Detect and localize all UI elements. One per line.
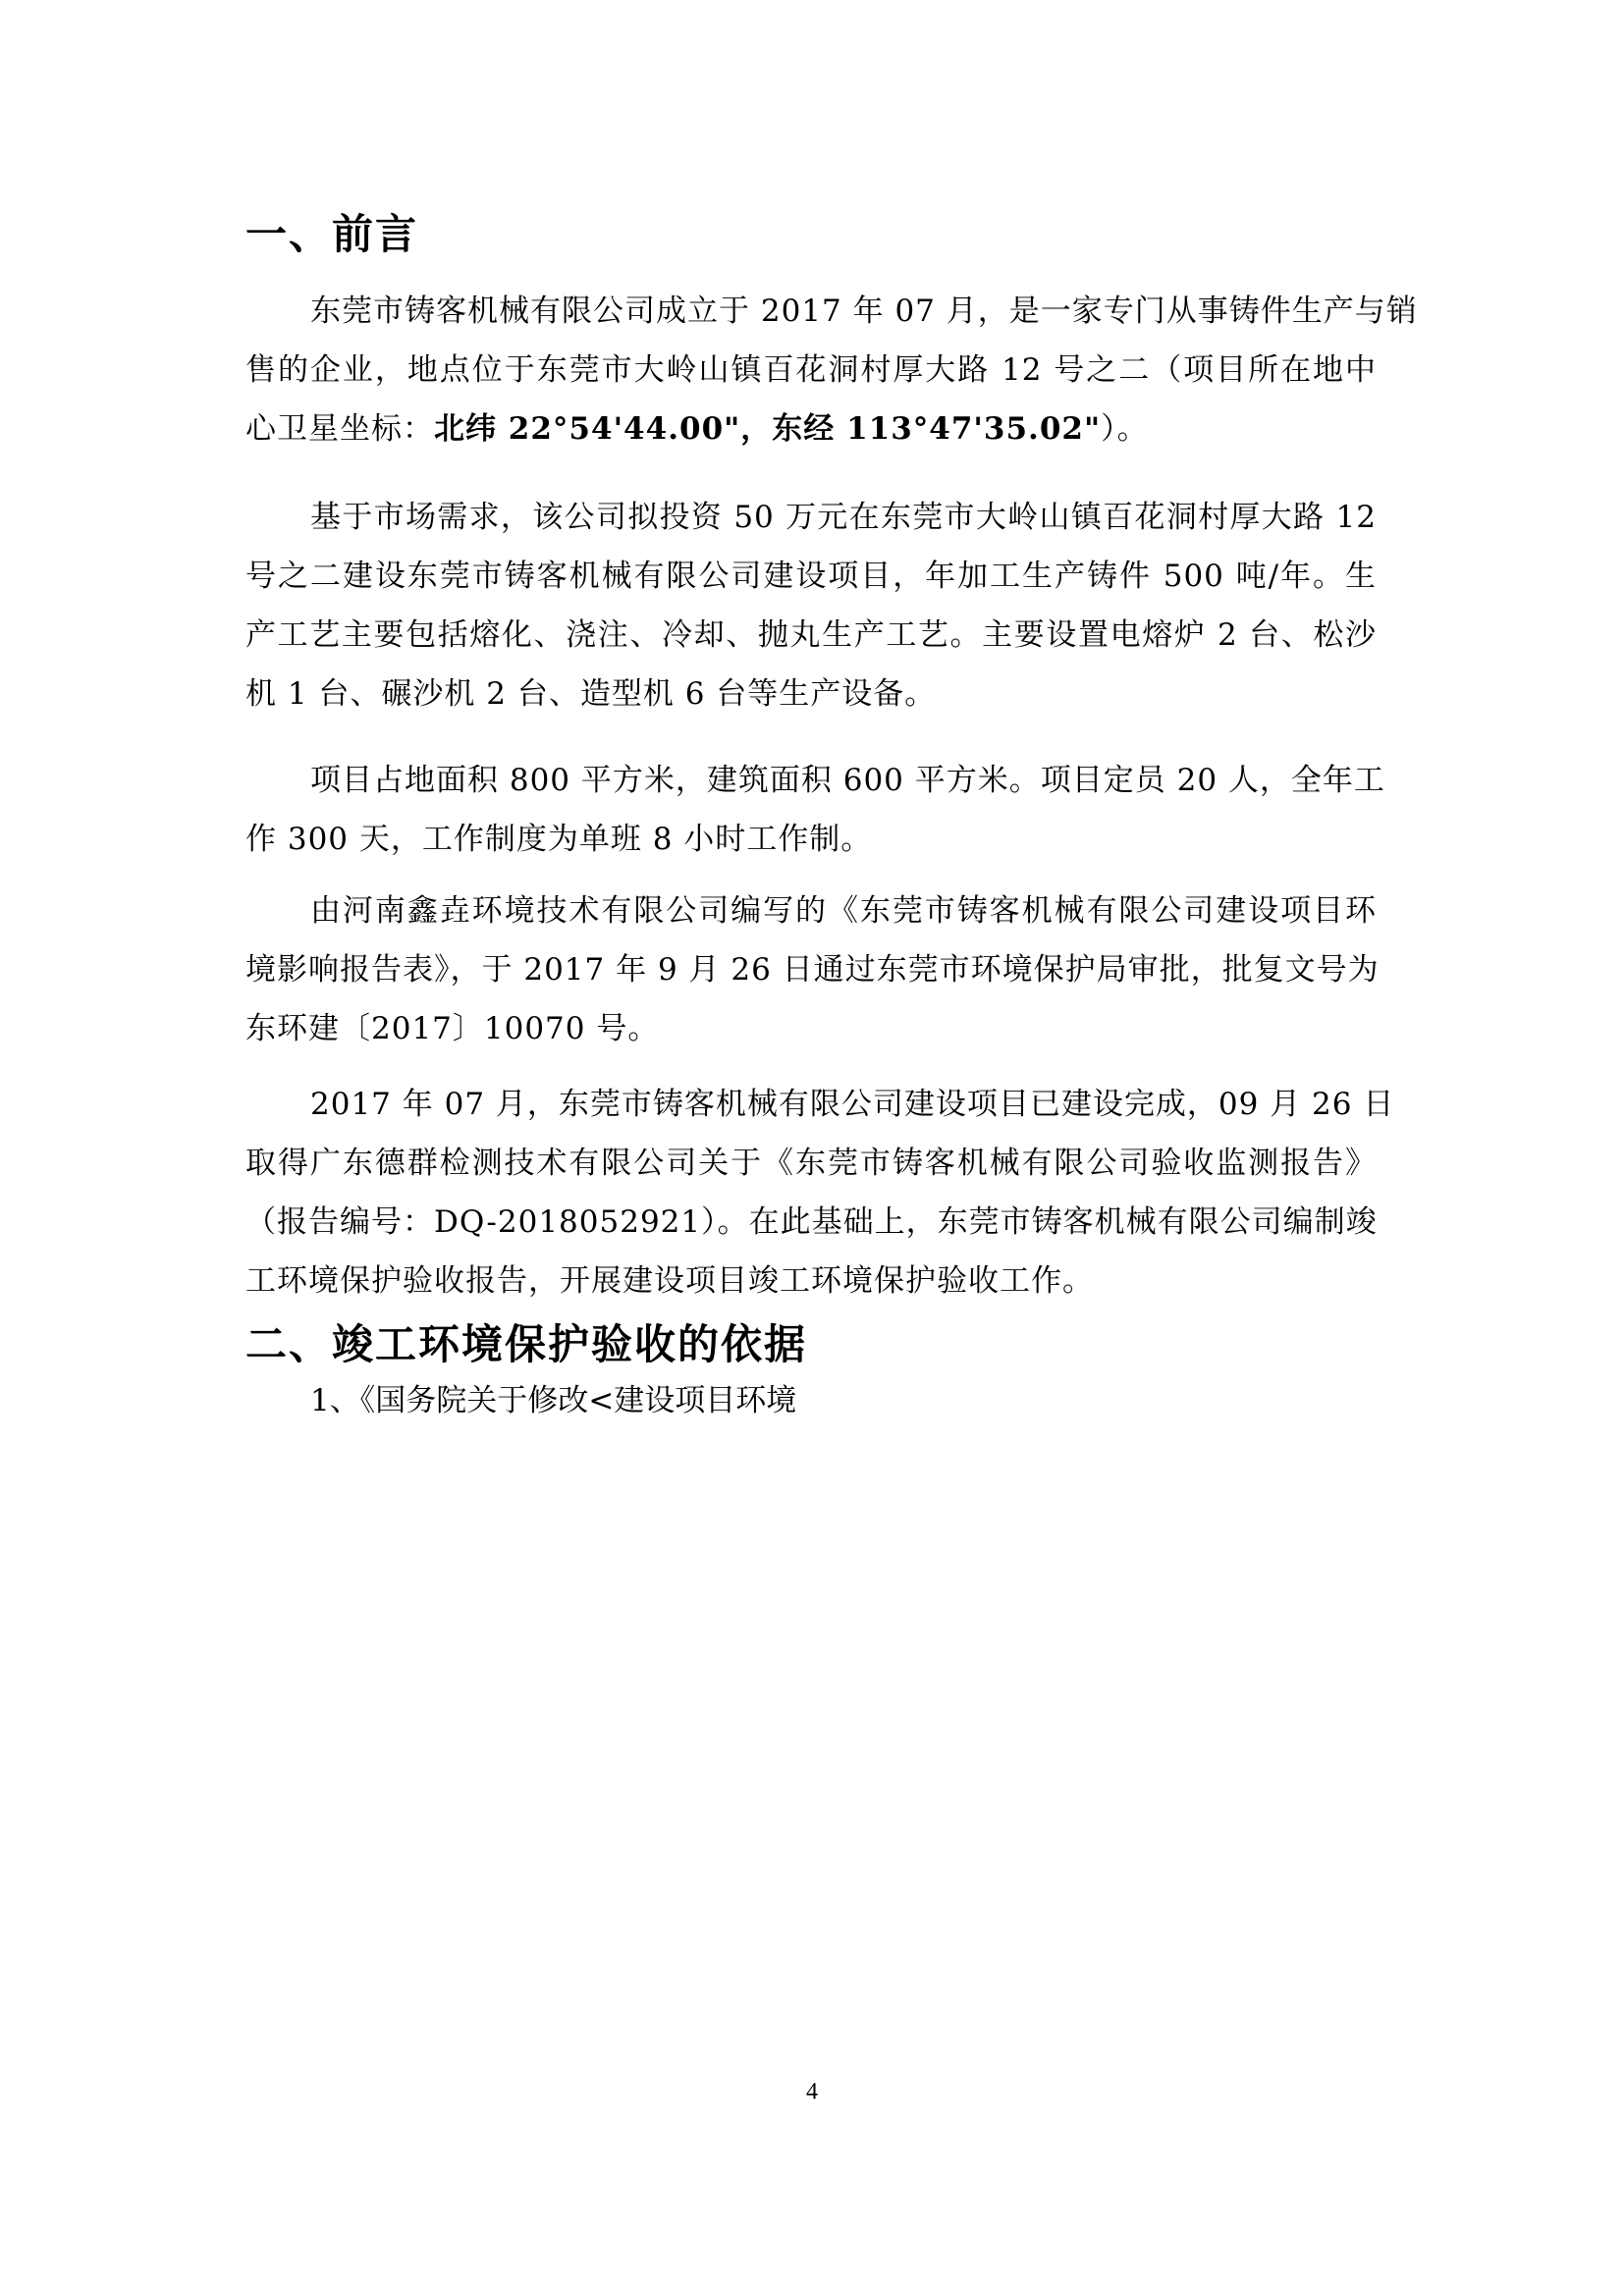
- paragraph-line-coordinates: [245, 400, 1377, 458]
- paragraph-line: 号之二建设东莞市铸客机械有限公司建设项目，年加工生产铸件 500 吨/年。生: [245, 559, 1377, 594]
- paragraph-line: 境影响报告表》，于 2017 年 9 月 26 日通过东莞市环境保护局审批，批复文号为: [245, 952, 1380, 988]
- paragraph-line: 工环境保护验收报告，开展建设项目竣工环境保护验收工作。: [245, 1263, 1094, 1299]
- paragraph-completion: [245, 1075, 1395, 1310]
- coordinates-value: 北纬 22°54'44.00"，东经 113°47'35.02": [434, 411, 1102, 447]
- basis-item-1: 1、《国务院关于修改<建设项目环境: [310, 1383, 797, 1418]
- coordinates-label: 心卫星坐标：: [245, 411, 434, 447]
- paragraph-line: 取得广东德群检测技术有限公司关于《东莞市铸客机械有限公司验收监测报告》: [245, 1146, 1377, 1181]
- paragraph-line: 由河南鑫垚环境技术有限公司编写的《东莞市铸客机械有限公司建设项目环: [310, 893, 1377, 929]
- paragraph-line: 东环建〔2017〕10070 号。: [245, 1011, 660, 1046]
- section-heading-preface: 一、前言: [245, 210, 419, 258]
- coordinates-suffix: ）。: [1101, 411, 1149, 447]
- paragraph-company-intro: [245, 282, 1418, 458]
- paragraph-line: 东莞市铸客机械有限公司成立于 2017 年 07 月，是一家专门从事铸件生产与销: [310, 294, 1418, 329]
- paragraph-line: （报告编号：DQ-2018052921）。在此基础上，东莞市铸客机械有限公司编制竣: [245, 1204, 1378, 1240]
- paragraph-line: 机 1 台、碾沙机 2 台、造型机 6 台等生产设备。: [245, 676, 937, 712]
- paragraph-line: 基于市场需求，该公司拟投资 50 万元在东莞市大岭山镇百花洞村厚大路 12: [310, 500, 1377, 535]
- paragraph-line: 作 300 天，工作制度为单班 8 小时工作制。: [245, 822, 873, 857]
- paragraph-line: 售的企业，地点位于东莞市大岭山镇百花洞村厚大路 12 号之二（项目所在地中: [245, 352, 1377, 388]
- paragraph-line: 2017 年 07 月，东莞市铸客机械有限公司建设项目已建设完成，09 月 26 日: [310, 1087, 1395, 1122]
- paragraph-area-staff: [245, 751, 1385, 869]
- section-heading-acceptance-basis: 二、竣工环境保护验收的依据: [245, 1320, 808, 1368]
- paragraph-line: 产工艺主要包括熔化、浇注、冷却、抛丸生产工艺。主要设置电熔炉 2 台、松沙: [245, 617, 1377, 653]
- paragraph-line: 项目占地面积 800 平方米，建筑面积 600 平方米。项目定员 20 人，全年工: [310, 763, 1385, 798]
- paragraph-investment: [245, 488, 1377, 723]
- page-number: 4: [806, 2079, 818, 2105]
- paragraph-eia-approval: [245, 881, 1380, 1058]
